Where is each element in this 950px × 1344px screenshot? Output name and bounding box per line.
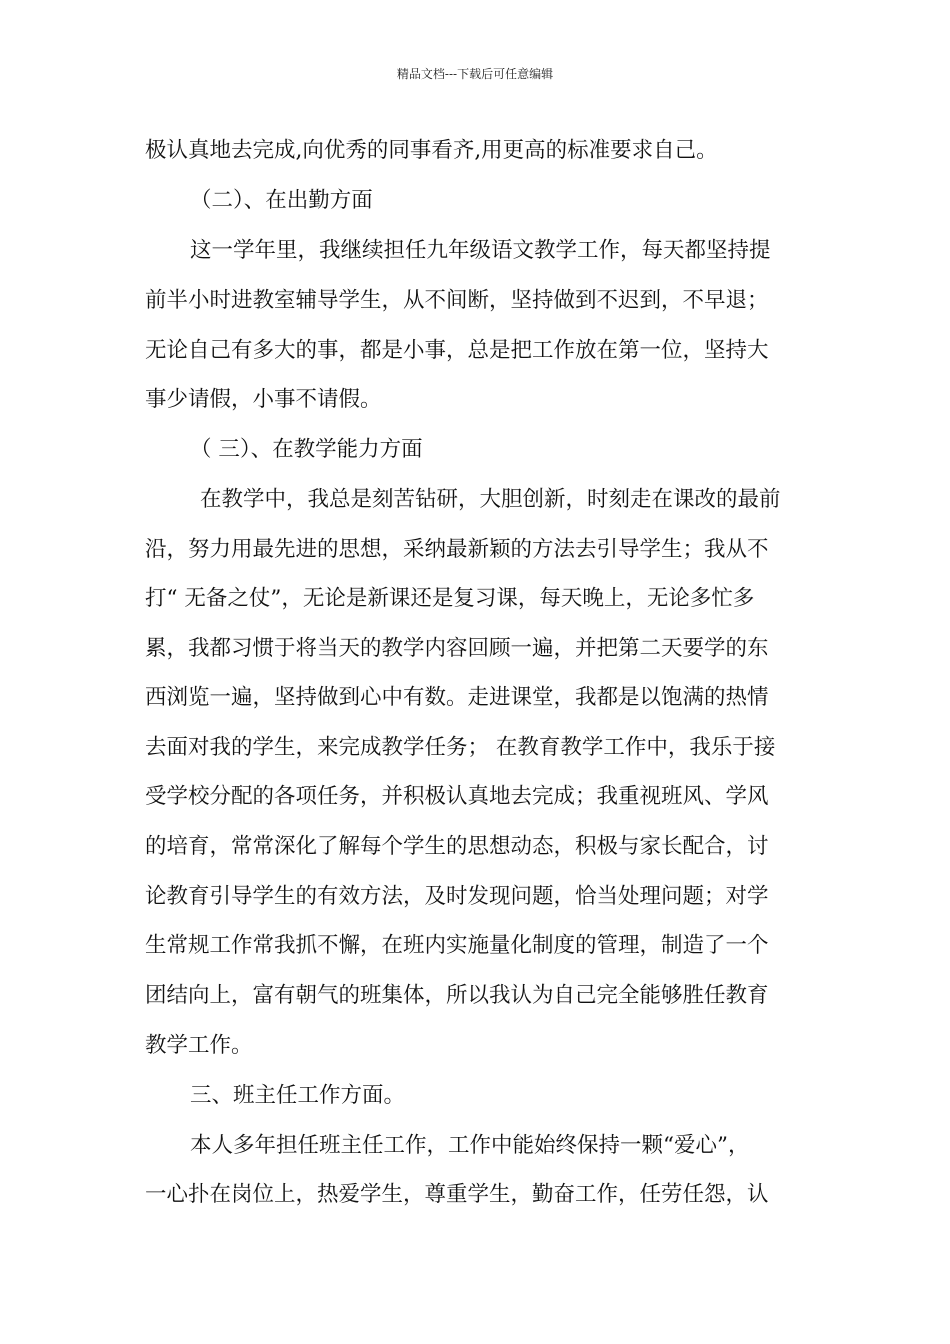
paragraph-line: 教学工作。 [145, 1033, 253, 1058]
section-heading: 三、班主任工作方面。 [190, 1083, 406, 1108]
paragraph-line: 去面对我的学生，来完成教学任务； 在教育教学工作中，我乐于接 [145, 735, 776, 760]
paragraph-line: 事少请假，小事不请假。 [145, 387, 382, 412]
paragraph-line: 本人多年担任班主任工作，工作中能始终保持一颗“爱心”， [190, 1133, 750, 1158]
section-heading: （ 三）、在教学能力方面 [190, 437, 423, 462]
paragraph-line: 在教学中，我总是刻苦钻研，大胆创新，时刻走在课改的最前 [200, 487, 781, 512]
paragraph-line: 西浏览一遍，坚持做到心中有数。走进课堂，我都是以饱满的热情 [145, 685, 769, 710]
section-heading: （二）、在出勤方面 [190, 188, 373, 213]
paragraph-line: 团结向上，富有朝气的班集体，所以我认为自己完全能够胜任教育 [145, 983, 769, 1008]
paragraph-line: 这一学年里，我继续担任九年级语文教学工作，每天都坚持提 [190, 238, 771, 263]
paragraph-line: 沿，努力用最先进的思想，采纳最新颖的方法去引导学生；我从不 [145, 537, 769, 562]
paragraph-line: 打“ 无备之仗”，无论是新课还是复习课，每天晚上，无论多忙多 [145, 586, 755, 611]
paragraph-line: 的培育，常常深化了解每个学生的思想动态，积极与家长配合，讨 [145, 834, 769, 859]
paragraph-line: 论教育引导学生的有效方法，及时发现问题，恰当处理问题；对学 [145, 884, 769, 909]
paragraph-line: 一心扑在岗位上，热爱学生，尊重学生，勤奋工作，任劳任怨，认 [145, 1182, 769, 1207]
paragraph-line: 极认真地去完成,向优秀的同事看齐,用更高的标准要求自己。 [145, 138, 718, 163]
paragraph-line: 累，我都习惯于将当天的教学内容回顾一遍，并把第二天要学的东 [145, 636, 769, 661]
paragraph-line: 前半小时进教室辅导学生，从不间断，坚持做到不迟到，不早退； [145, 288, 769, 313]
paragraph-line: 生常规工作常我抓不懈，在班内实施量化制度的管理，制造了一个 [145, 933, 769, 958]
paragraph-line: 受学校分配的各项任务，并积极认真地去完成；我重视班风、学风 [145, 784, 769, 809]
paragraph-line: 无论自己有多大的事，都是小事，总是把工作放在第一位，坚持大 [145, 338, 769, 363]
page-header: 精品文档---下载后可任意编辑 [396, 67, 554, 81]
